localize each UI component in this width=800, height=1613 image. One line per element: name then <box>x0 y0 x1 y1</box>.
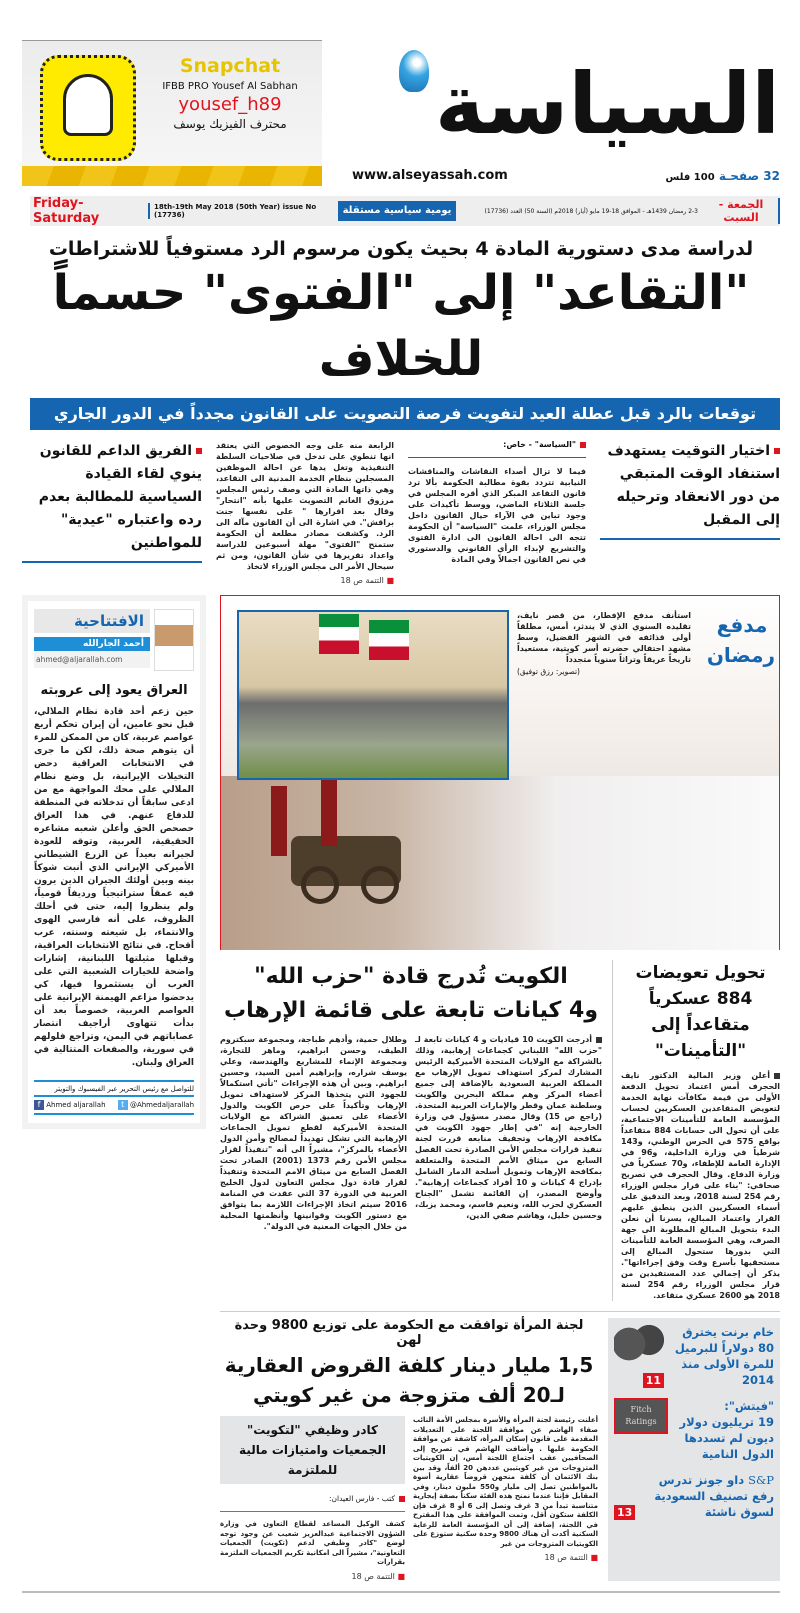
day-english: Friday-Saturday <box>33 196 100 226</box>
coops-body: كشف الوكيل المساعد لقطاع التعاون في وزارة الشؤون الاجتماعية عبدالعزيز شعيب عن وجود توجه لوضع "كادر وظيفي لدعم (تكويت) الجمعيات التعاونية"، مشيراً الى امكانية تكريم الجمعيات الملتزمة بقرارات <box>220 1520 405 1566</box>
header <box>22 40 780 186</box>
cannon-photo <box>221 776 779 950</box>
briefs-sidebar <box>608 1318 780 1581</box>
housing-headline-line1: 1,5 مليار دينار كلفة القروض العقارية <box>224 1353 594 1377</box>
continued-text: التتمة ص 18 <box>340 576 384 585</box>
coops-column <box>220 1416 405 1581</box>
lead-kicker: لدراسة مدى دستورية المادة 4 بحيث يكون مرسوم الرد مستوفياً للاشتراطات <box>48 238 754 260</box>
photo-story-title: مدفع رمضان <box>706 613 775 667</box>
hezbollah-text-1: أدرجت الكويت 10 قياديات و 4 كيانات تابعة لـ "حزب الله" اللبناني كجماعات إرهابية، وذلك بالشراكة مع الولايات المتحدة الأميركية الرئيس المشارك لمركز استهداف تمويل الإرهاب مع المملكة العربية السعودية بالإضافة إلى جميع أعضاء المركز وهم مملكة البحرين والكويت وسلطنة عمان وقطر والإمارات العربية المتحدة. (راجع ص 15) وقال مصدر مسؤول في وزارة الخارجية إنه "في إطار جهود الكويت في مكافحة الإرهاب وتجفيف منابعه قررت لجنة تنفيذ قرارات مجلس الأمن الصادرة تحت الفصل السابع من ميثاق الأمم المتحدة والمتعلقة بمكافحة الإرهاب وتمويل أسلحة الدمار الشامل بإدراج 4 كيانات و 10 أفراد كجماعات إرهابية". وأوضح المصدر، إن القائمة تشمل "الجناح العسكري لحزب الله، ونعيم قاسم، ومحمد يزبك، وحسين خليل، وهاشم صفي الدين، <box>415 1035 603 1220</box>
crowd-photo <box>237 610 509 780</box>
pensions-text: أعلن وزير المالية الدكتور نايف الحجرف أمس اعتماد تحويل الدفعة الأولى من قيمة مكافآت نهاية الخدمة لتعويض المتقاعدين العسكريين لحساب المؤسسة العامة للتأمينات الاجتماعية، على أن تحول الى حسابات 884 متقاعداً بواقع 575 في الحرس الوطني، و143 شرطياً في وزارة الداخلية، و96 في الإدارة العامة للإطفاء، و70 عسكرياً في وزارة الدفاع. وقال الحجرف في تصريح صحافي: "بناء على قرار مجلس الوزراء رقم 254 لسنة 2018، وبعد التدقيق على أسماء العسكريين الذين ينطبق عليهم القرار واعتماد المبالغ، يسرنا أن نعلن البدء بتحويل المبالغ المطلوبة الى جهة الصرف، وهي المؤسسة العامة للتأمينات التي بدورها ستحول المبالغ إلى مستحقيها بأسرع وقت وفق إجراءاتها". يذكر أن إجمالي عدد المستفيدين من قرار مجلس الوزراء رقم 254 لسنة 2018 هو 2600 عسكري متقاعد. <box>621 1071 781 1300</box>
continued-link[interactable]: ■ التتمة ص 18 <box>340 576 394 585</box>
stories-row-2 <box>220 1311 780 1581</box>
ad-decoration <box>22 166 322 186</box>
lead-byline: "السياسة" - خاص: <box>503 440 576 449</box>
masthead <box>352 40 780 183</box>
hezbollah-story <box>220 960 602 1301</box>
page-bottom-rule <box>22 1591 780 1593</box>
brief-item[interactable] <box>614 1398 774 1462</box>
ad-handle: yousef_h89 <box>178 94 282 115</box>
twitter-icon: t <box>118 1100 128 1110</box>
brief-item[interactable] <box>614 1324 774 1388</box>
side-left-text: الفريق الداعم للقانون ينوي لقاء القيادة السياسية للمطالبة بعدم رده واعتباره "عيدية" للمواطنين <box>38 443 202 551</box>
author-photo <box>154 609 194 671</box>
lead-subheadline: توقعات بالرد قبل عطلة العيد لتفويت فرصة التصويت على القانون مجدداً في الدور الجاري <box>30 398 780 430</box>
photo-story <box>220 595 780 950</box>
photo-caption: استأنف مدفع الإفطار، من قصر نايف، تقليده السنوي الذي لا يندثر، أمس، مطلقاً أولى قذائفه في الشهر الفضيل، وسط مشهد احتفالي حضرته أسر كويتية، مستعيداً تاريخاً عريقاً وتراثاً سنوياً متجدداً <box>517 611 691 664</box>
contact-note: للتواصل مع رئيس التحرير عبر الفيسبوك والتويتر <box>34 1085 194 1097</box>
coops-headline: كادر وظيفي "لتكويت" الجمعيات وامتيازات مالية للملتزمة <box>220 1416 405 1484</box>
snapchat-ad[interactable] <box>22 40 322 186</box>
lead-body-2: الرابعة منه على وجه الخصوص التي يعتقد انها تنطوي على تدخل في صلاحيات السلطة التنفيذية وتغل يدها عن احالة الموظفين المسجلين بنظام الخدمة المدنية الى التقاعد، وهي ذاتها المادة التي وصف رئيس المجلس مرزوق الغانم التصويت عليها بأنه "انتحار" وقال بعد اقرارها " على نفسها جنت براقش". في اشارة الى أن القانون مآله الى الرد. وكشفت مصادر مطلعة أن الحكومة ستمنح "الفتوى" مهلة أسبوعين للدراسة واعداد تقريرها في شأن القانون، ومن ثم سيحال الأمر الى مجلس الوزراء لاتخاذ <box>216 441 394 571</box>
date-english: 18th-19th May 2018 (50th Year) issue No (17736) <box>148 203 338 219</box>
lead-row <box>22 440 780 585</box>
brief-title: S&P <box>748 1473 774 1487</box>
author-email[interactable]: ahmed@aljarallah.com <box>34 651 150 668</box>
continued-text: التتمة ص 18 <box>544 1553 588 1562</box>
continued-text: التتمة ص 18 <box>351 1571 395 1581</box>
lead-side-left <box>22 440 202 585</box>
lead-headline: "التقاعد" إلى "الفتوى" حسماً للخلاف <box>52 265 750 387</box>
pensions-headline: تحويل تعويضات 884 عسكرياً متقاعداً إلى "التأمينات" <box>635 963 766 1061</box>
newspaper-logo <box>352 40 780 168</box>
coops-byline: كتب - فارس العيدان: <box>328 1494 395 1503</box>
housing-column <box>413 1416 598 1581</box>
page-badge: 11 <box>643 1373 664 1388</box>
website-url[interactable]: www.alseyassah.com <box>352 168 508 183</box>
lead-column-1 <box>408 440 586 585</box>
hezbollah-headline-line1: الكويت تُدرج قادة "حزب الله" <box>254 964 568 989</box>
logo-text: السياسة <box>434 55 780 153</box>
hezbollah-body-2: وطلال حمية، وأدهم طباجة، ومجموعة سبكتروم الطيف، وحسن ابراهيم، وماهر للتجارة، ومجموعة الإنماء للمشاريع والهندسة، وعلي يوسف شراره، وإبراهيم أمين السيد، وحسين ابراهيم. وبين أن هذه الإجراءات "تأتي استكمالاً للجهود التي يتخذها المركز لاستهداف تمويل الإرهاب وتأكيداً على حرص الكويت والدول الأعضاء على تعميق الشراكة مع الولايات المتحدة الأميركية لقطع تمويل الجماعات الإرهابية التي تشكل تهديداً لمصالح وأمن الدول الأعضاء بالمركز"، مشيراً الى أنه "تنفيذاً لقرار مجلس الأمن رقم 1373 (2001) الصادر تحت الفصل السابع من ميثاق الامم المتحدة وتنفيذاً لقرار قادة دول مجلس التعاون لدول الخليج العربية في الدورة 37 التي عقدت في المنامة 2016 سيتم اتخاذ الإجراءات اللازمة بما يتوافق مع دستور الكويت وقوانينها وأنظمتها المحلية من خلال الجهات المعنية في الدولة". <box>220 1035 407 1231</box>
brief-title: خام برنت <box>720 1325 774 1339</box>
photo-caption-block <box>517 610 691 676</box>
date-bar <box>30 196 780 226</box>
pensions-body <box>621 1070 780 1301</box>
ad-arabic: محترف الفيزيك يوسف <box>173 117 287 131</box>
hezbollah-body-1 <box>415 1034 602 1232</box>
brief-item[interactable] <box>614 1472 774 1520</box>
brief-text: داو جونز تدرس رفع تصنيف السعودية لسوق ناشئة <box>654 1473 774 1519</box>
hezbollah-headline-line2: و4 كيانات تابعة على قائمة الإرهاب <box>224 998 598 1023</box>
oil-barrel-icon <box>614 1324 664 1364</box>
facebook-link[interactable] <box>34 1100 106 1110</box>
main-area <box>22 595 780 1581</box>
lead-column-2 <box>216 440 394 585</box>
snapcode-icon <box>40 55 136 161</box>
falcon-icon <box>399 50 429 92</box>
day-arabic: الجمعة - السبت <box>704 198 780 224</box>
continued-link[interactable]: ■ التتمة ص 18 <box>544 1553 598 1562</box>
page-count: 32 صفحـة <box>718 168 780 183</box>
issue-price <box>666 169 780 183</box>
ad-brand: Snapchat <box>179 55 281 77</box>
housing-body: أعلنت رئيسة لجنة المرأة والأسرة بمجلس الأمة النائب صفاء الهاشم عن موافقة اللجنة على التعديلات المقدمة على قانون إسكان المرأة، كاشفة عن موافقة الحكومة عليها . وأضافت الهاشم في تصريح إلى الصحافيين عقب اجتماع اللجنة أمس، إن الكويتيات المتزوجات من غير كويتيين عددهن 20 ألفاً، وقد بين بنك الائتمان أن كلفة منحهن قروضاً عقارية أسوة بالمواطنين تصل إلى مليار و550 مليون دينار، وفي المقابل فإننا عندما نمنح هذه الفئة سكناً بصفة إيجارية متناسبة تبدأ من 3 غرف وتصل إلى 6 أو 8 غرف فإن الكلفة ستكون أقل، وتمت الموافقة على هذا المقترح في اللجنة، إضافة إلى أن المؤسسة العامة للرعاية السكنية أكدت أن هناك 9800 وحدة سكنية ستوزع على الكويتيات المتزوجات من غير <box>413 1416 599 1548</box>
opinion-author: أحمد الجارالله <box>34 637 150 651</box>
twitter-handle: @Ahmedaljarallah <box>129 1101 194 1109</box>
hezbollah-headline <box>220 960 602 1028</box>
housing-story <box>220 1318 598 1581</box>
opinion-title: العراق يعود إلى عروبته <box>40 683 188 698</box>
housing-kicker: لجنة المرأة توافقت مع الحكومة على توزيع 9800 وحدة لهن <box>234 1318 584 1348</box>
facebook-handle: Ahmed aljarallah <box>46 1101 106 1109</box>
brief-text: يخترق 80 دولاراً للبرميل للمرة الأولى منذ 2014 <box>674 1325 774 1387</box>
housing-headline <box>220 1350 598 1410</box>
tagline: يومية سياسية مستقلة <box>338 201 456 221</box>
page-badge: 13 <box>614 1505 635 1520</box>
price: 100 فلس <box>665 171 715 183</box>
right-content <box>220 595 780 1581</box>
housing-headline-line2: لـ20 ألف متزوجة من غير كويتي <box>253 1383 565 1407</box>
ad-name: IFBB PRO Yousef Al Sabhan <box>162 81 298 92</box>
photo-credit: (تصوير: رزق توفيق) <box>517 667 580 676</box>
stories-row-1 <box>220 960 780 1301</box>
opinion-body: حين زعم أحد قادة نظام الملالي، قبل نحو عامين، أن إيران تحكم أربع عواصم عربية، كان من الممكن للمرء أن يتوهم صحة ذلك، لكن ما جرى في الانتخابات العراقية دحض التخيلات الإيرانية، بل وضع نظام الملالي على محك المواجهة مع من ادعى سابقاً أن تدخلاته في المنطقة للدفاع عنهم. في هذا العراق حصحص الحق وأعلن شعبه مشاعره الحقيقية، العربية، وتوقه للعودة لجيرانه بعيداً عن الزرع الشيطاني الأميركي الإيراني الذي أنبت شوكاً بينه وبين أولئك الجيران الذين يرون فيه عمقاً ستراتيجياً ورديفاً قومياً، ولم ينظروا إليه، حتى في أحلك الظروف، على أنه فارسي الهوى والانتماء، بل شيعته وسنته، عرب أقحاح. في نتائج الانتخابات العراقية، وقبلها مثيلتها اللبنانية، إشارات واضحة للخيارات الشعبية التي على العرب أن يستثمروا فيها، كي يدحضوا مزاعم الهيمنة الإيرانية على العواصم العربية، خصوصاً بعد أن بدأت تتهاوى أراجيف انتصار عصاباتهم في اليمن، وتراجع فلولهم في سورية، والصفعات المتتالية في العراق ولبنان. <box>34 707 194 1068</box>
fitch-ratings-logo: Fitch Ratings <box>614 1398 668 1434</box>
lead-body-1: فيما لا تزال أصداء النقاشات والمناقشات النيابية تتردد بقوة مطالبة الحكومة بألا ترد قانون التقاعد المبكر الذي أقره المجلس في جلسة الثلاثاء الماضي، ووسط تأكيدات على وجود تباين في الآراء حيال القانون داخل مجلس الوزراء، علمت "السياسة" أن الحكومة تتجه الى احالة القانون الى ادارة الفتوى والتشريع لإبداء الرأي القانوني والدستوري في نص القانون اجمالاً وفي المادة <box>408 467 586 564</box>
twitter-link[interactable] <box>118 1100 194 1110</box>
date-arabic: 2-3 رمضان 1439هـ - الموافق 18-19 مايو (أيار) 2018م (السنة 50) العدد (17736) <box>484 207 698 215</box>
brief-text: 19 تريليون دولار ديون لم تسددها الدول النامية <box>679 1415 774 1461</box>
brief-title: "فيتش": <box>724 1399 774 1413</box>
facebook-icon: f <box>34 1100 44 1110</box>
opinion-section: الافتتاحية <box>34 609 150 633</box>
lead-side-right <box>600 440 780 585</box>
continued-link[interactable]: ■ التتمة ص 18 <box>351 1571 405 1581</box>
side-right-text: اختيار التوقيت يستهدف استنفاد الوقت المتبقي من دور الانعقاد وترحيله إلى المقبل <box>607 443 780 528</box>
pensions-story <box>612 960 780 1301</box>
opinion-column <box>22 595 206 1129</box>
